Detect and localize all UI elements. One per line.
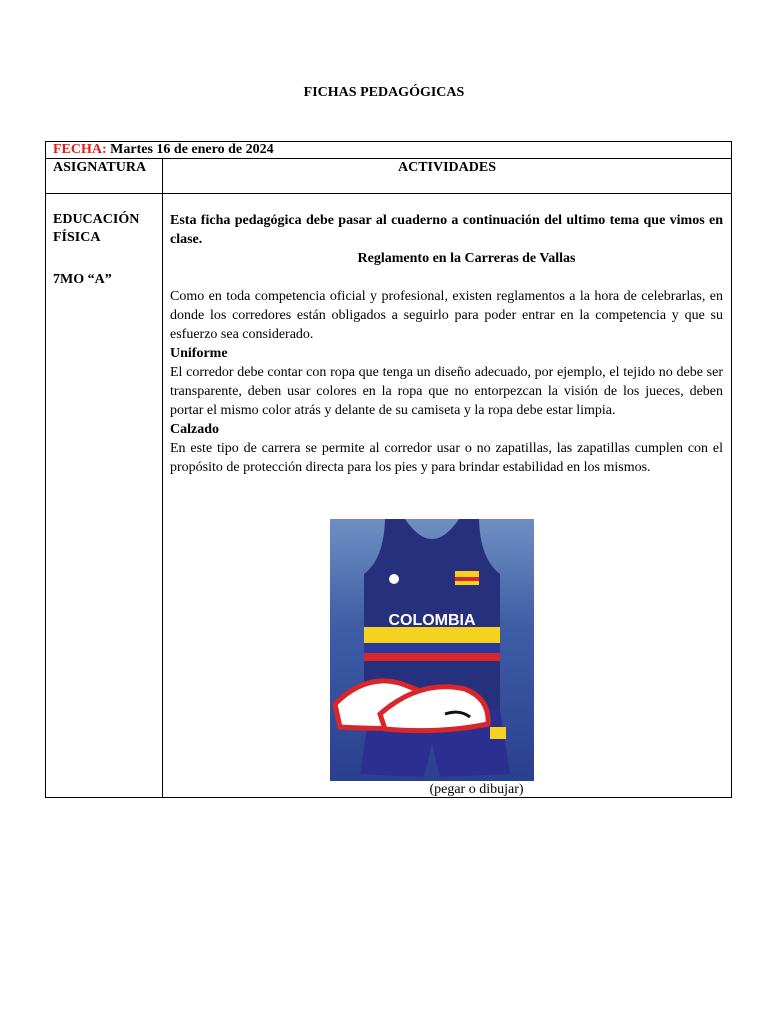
paragraph-uniforme: El corredor debe contar con ropa que tenga un diseño adecuado, por ejemplo, el tejido no debe ser transparente, deben usar colores en la ropa que no entorpezcan la visión de los jueces, deben portar el mismo color atrás y delante de su camiseta y la ropa debe estar limpia.: [170, 365, 723, 418]
table-header-row: [46, 159, 731, 194]
subject-cell: [53, 211, 158, 289]
caption-text: (pegar o dibujar): [429, 782, 524, 797]
subject-name: EDUCACIÓN FÍSICA: [53, 212, 140, 245]
section-title: Reglamento en la Carreras de Vallas: [357, 251, 576, 266]
heading-calzado: Calzado: [170, 422, 219, 437]
header-subject: ASIGNATURA: [53, 160, 147, 175]
date-value: Martes 16 de enero de 2024: [110, 142, 274, 157]
paragraph-intro: Como en toda competencia oficial y profesional, existen reglamentos a la hora de celebrarlas, en donde los corredores están obligados a seguirlo para poder entrar en la competencia y que su esfuerzo sea considerado.: [170, 289, 723, 342]
page-title: FICHAS PEDAGÓGICAS: [303, 85, 465, 100]
activities-cell: [170, 211, 723, 477]
date-row: [46, 142, 731, 159]
header-activities: ACTIVIDADES: [397, 160, 497, 175]
heading-uniforme: Uniforme: [170, 346, 228, 361]
jersey-and-shoes-image: [330, 519, 534, 781]
paragraph-calzado: En este tipo de carrera se permite al corredor usar o no zapatillas, las zapatillas cumplen con el propósito de protección directa para los pies y para brindar estabilidad en los mismos.: [170, 441, 723, 475]
jersey-text: COLOMBIA: [388, 612, 476, 629]
intro-text: Esta ficha pedagógica debe pasar al cuaderno a continuación del ultimo tema que vimos en clase.: [170, 213, 723, 247]
image-caption: [170, 782, 723, 798]
grade-label: 7MO “A”: [53, 272, 112, 287]
date-label: FECHA:: [53, 142, 107, 157]
jersey-illustration: [330, 519, 534, 781]
pedagogical-sheet-table: [45, 141, 732, 798]
column-divider: [162, 159, 163, 797]
